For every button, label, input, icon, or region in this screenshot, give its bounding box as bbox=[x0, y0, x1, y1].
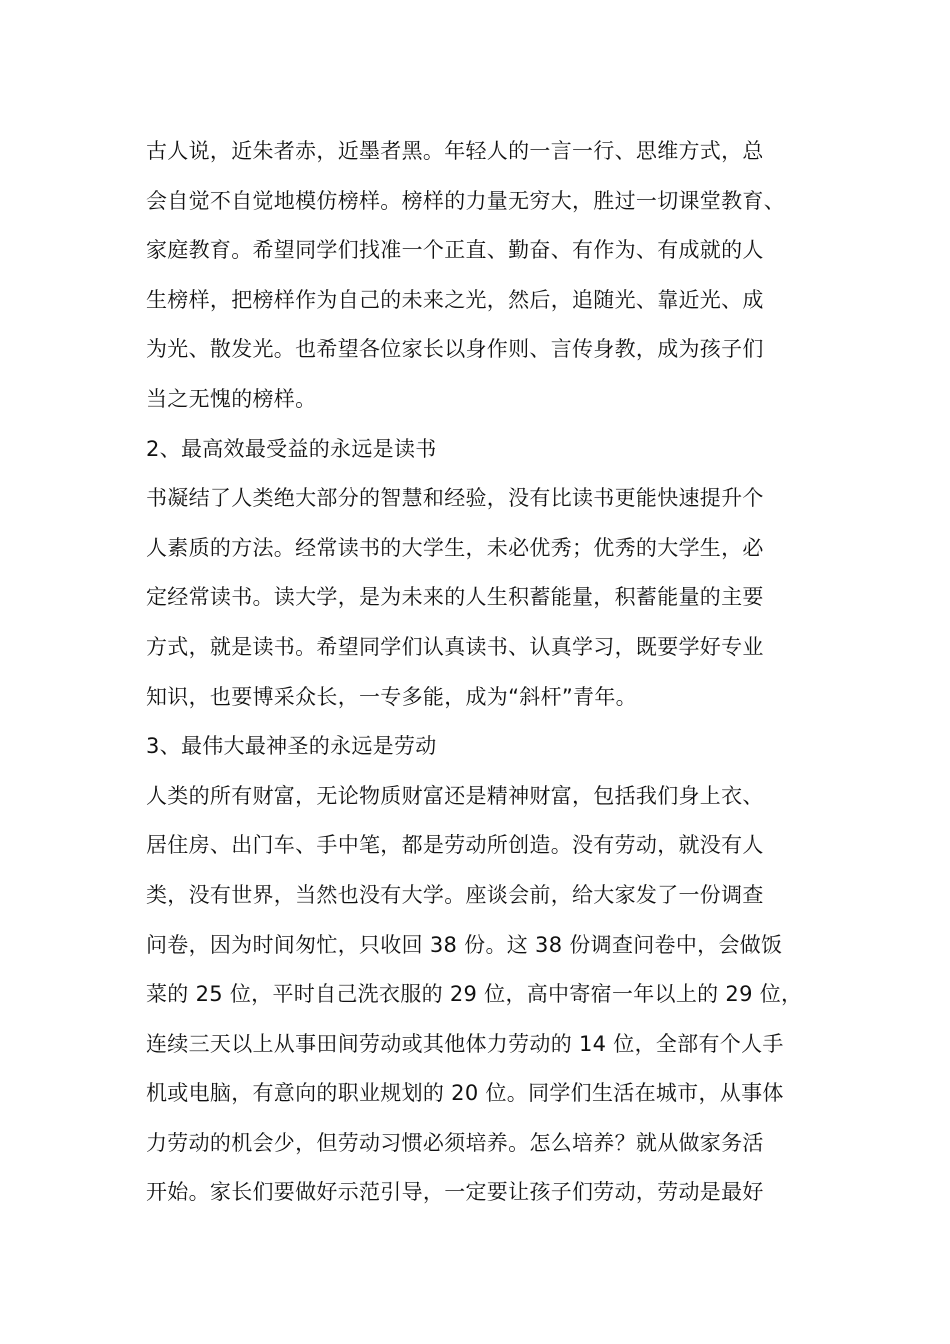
text-line: 定经常读书。读大学，是为未来的人生积蓄能量，积蓄能量的主要 bbox=[146, 585, 764, 610]
text-line: 菜的 25 位，平时自己洗衣服的 29 位，高中寄宿一年以上的 29 位， bbox=[146, 982, 803, 1007]
text-line: 机或电脑，有意向的职业规划的 20 位。同学们生活在城市，从事体 bbox=[146, 1081, 784, 1106]
text-line: 开始。家长们要做好示范引导，一定要让孩子们劳动，劳动是最好 bbox=[146, 1180, 764, 1205]
text-line: 古人说，近朱者赤，近墨者黑。年轻人的一言一行、思维方式，总 bbox=[146, 139, 764, 163]
text-line: 问卷，因为时间匆忙，只收回 38 份。这 38 份调查问卷中，会做饭 bbox=[146, 932, 783, 957]
text-line: 当之无愧的榜样。 bbox=[146, 386, 317, 411]
text-line: 方式，就是读书。希望同学们认真读书、认真学习，既要学好专业 bbox=[146, 634, 764, 659]
text-line: 人素质的方法。经常读书的大学生，未必优秀；优秀的大学生，必 bbox=[146, 535, 764, 560]
text-line: 力劳动的机会少，但劳动习惯必须培养。怎么培养？就从做家务活 bbox=[146, 1130, 764, 1155]
text-line: 家庭教育。希望同学们找准一个正直、勤奋、有作为、有成就的人 bbox=[146, 238, 764, 263]
document-body bbox=[146, 127, 810, 1218]
text-line: 居住房、出门车、手中笔，都是劳动所创造。没有劳动，就没有人 bbox=[146, 833, 764, 858]
section-heading: 3、最伟大最神圣的永远是劳动 bbox=[146, 734, 437, 759]
text-line: 知识，也要博采众长，一专多能，成为“斜杆”青年。 bbox=[146, 684, 637, 709]
text-line: 类，没有世界，当然也没有大学。座谈会前，给大家发了一份调查 bbox=[146, 882, 764, 907]
section-heading: 2、最高效最受益的永远是读书 bbox=[146, 436, 437, 461]
text-line: 为光、散发光。也希望各位家长以身作则、言传身教，成为孩子们 bbox=[146, 337, 764, 362]
text-line: 人类的所有财富，无论物质财富还是精神财富，包括我们身上衣、 bbox=[146, 783, 764, 808]
text-line: 连续三天以上从事田间劳动或其他体力劳动的 14 位，全部有个人手 bbox=[146, 1031, 784, 1056]
text-line: 会自觉不自觉地模仿榜样。榜样的力量无穷大，胜过一切课堂教育、 bbox=[146, 188, 785, 213]
text-line: 书凝结了人类绝大部分的智慧和经验，没有比读书更能快速提升个 bbox=[146, 486, 764, 511]
text-line: 生榜样，把榜样作为自己的未来之光，然后，追随光、靠近光、成 bbox=[146, 287, 764, 312]
